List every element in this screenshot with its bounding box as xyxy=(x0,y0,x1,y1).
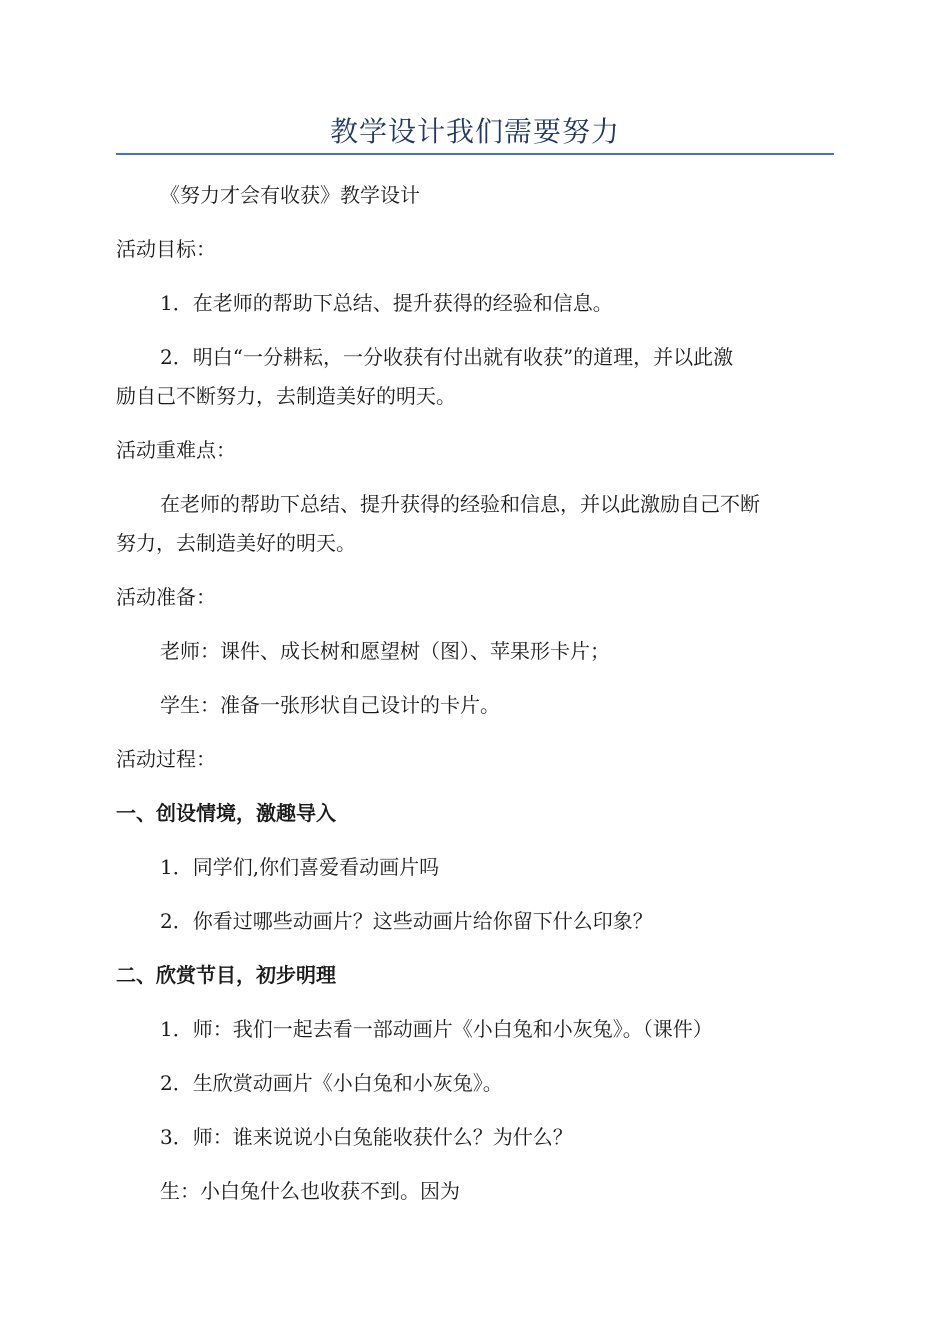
process-heading: 活动过程： xyxy=(116,747,216,771)
section-2-item-3: 3．师：谁来说说小白兔能收获什么？为什么？ xyxy=(160,1125,573,1149)
title-underline xyxy=(116,153,834,155)
section-2-item-2: 2．生欣赏动画片《小白兔和小灰兔》。 xyxy=(160,1071,503,1095)
goals-heading: 活动目标： xyxy=(116,237,216,261)
key-points-line-1: 在老师的帮助下总结、提升获得的经验和信息，并以此激励自己不断 xyxy=(160,492,760,516)
section-2-item-1: 1．师：我们一起去看一部动画片《小白兔和小灰兔》。（课件） xyxy=(160,1017,713,1041)
goal-item-2-line-1: 2．明白“一分耕耘，一分收获有付出就有收获”的道理，并以此激 xyxy=(160,345,734,369)
preparation-student: 学生：准备一张形状自己设计的卡片。 xyxy=(160,693,500,717)
section-1-item-2: 2．你看过哪些动画片？这些动画片给你留下什么印象？ xyxy=(160,909,653,933)
preparation-teacher: 老师：课件、成长树和愿望树（图）、苹果形卡片； xyxy=(160,639,610,663)
key-points-heading: 活动重难点： xyxy=(116,438,236,462)
goal-item-1: 1．在老师的帮助下总结、提升获得的经验和信息。 xyxy=(160,291,613,315)
preparation-heading: 活动准备： xyxy=(116,585,216,609)
document-title: 教学设计我们需要努力 xyxy=(329,115,620,148)
section-1-heading: 一、创设情境，激趣导入 xyxy=(116,801,336,825)
section-2-answer: 生：小白兔什么也收获不到。因为 xyxy=(160,1179,460,1203)
section-2-heading: 二、欣赏节目，初步明理 xyxy=(116,963,336,987)
document-subtitle: 《努力才会有收获》教学设计 xyxy=(160,183,420,207)
key-points-line-2: 努力，去制造美好的明天。 xyxy=(116,531,356,555)
goal-item-2-line-2: 励自己不断努力，去制造美好的明天。 xyxy=(116,384,456,408)
section-1-item-1: 1．同学们,你们喜爱看动画片吗 xyxy=(160,855,440,879)
